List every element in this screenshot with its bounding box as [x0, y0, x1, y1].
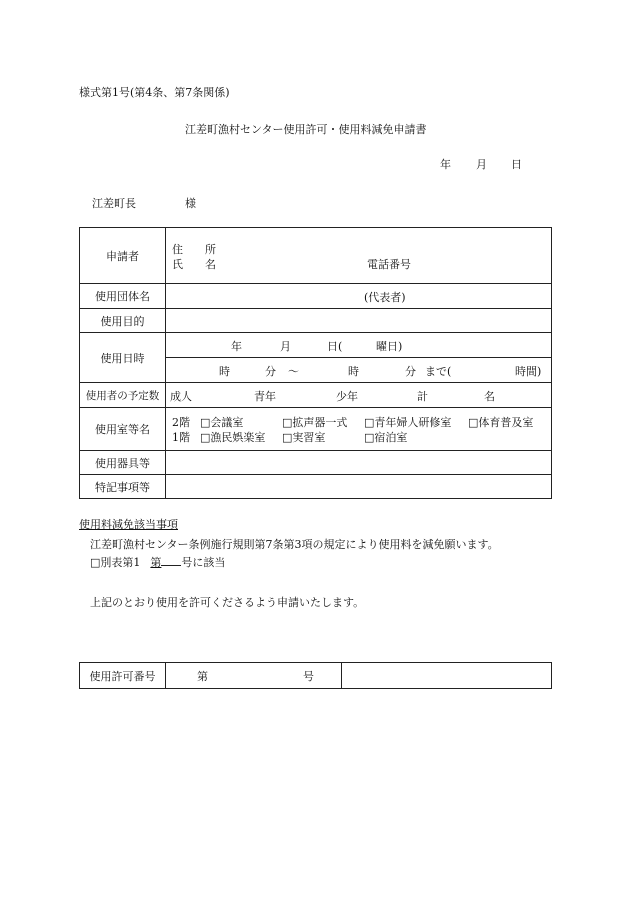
address-label: 住 所 — [172, 243, 216, 256]
representative-label: (代表者) — [364, 291, 406, 304]
rooms-label: 使用室等名 — [80, 408, 166, 451]
datetime-weekday: 曜日) — [376, 340, 403, 353]
group-row — [80, 284, 552, 309]
date-year: 年 — [440, 158, 451, 171]
page-title: 江差町漁村センター使用許可・使用料減免申請書 — [185, 123, 427, 136]
datetime-row-date — [80, 333, 552, 358]
name-label: 氏 名 — [172, 258, 216, 271]
request-statement: 上記のとおり使用を許可くださるよう申請いたします。 — [90, 596, 365, 609]
addressee-name: 江差町長 — [92, 197, 136, 210]
room-lodging-checkbox[interactable]: □宿泊室 — [364, 431, 408, 444]
date-day: 日 — [511, 158, 522, 171]
room-conference-checkbox[interactable]: □会議室 — [200, 416, 244, 429]
exemption-suffix: 号に該当 — [181, 556, 226, 569]
equipment-row — [80, 451, 552, 475]
application-table — [79, 227, 552, 499]
floor-1-label: 1階 — [172, 431, 190, 444]
users-label: 使用者の予定数 — [80, 383, 166, 408]
users-minor: 少年 — [336, 390, 358, 403]
permit-label: 使用許可番号 — [80, 663, 166, 689]
datetime-hours: 時間) — [515, 365, 542, 378]
users-youth: 青年 — [254, 390, 276, 403]
users-unit: 名 — [484, 390, 495, 403]
users-total: 計 — [417, 390, 428, 403]
form-number: 様式第1号(第4条、第7条関係) — [79, 86, 230, 99]
group-label: 使用団体名 — [80, 284, 166, 309]
notes-row — [80, 475, 552, 499]
exemption-line — [90, 554, 225, 570]
datetime-year: 年 — [231, 340, 242, 353]
datetime-day: 日( — [327, 340, 343, 353]
purpose-field[interactable] — [166, 309, 552, 333]
exemption-heading: 使用料減免該当事項 — [79, 518, 178, 531]
room-practice-checkbox[interactable]: □実習室 — [282, 431, 326, 444]
addressee-honorific: 様 — [185, 197, 196, 210]
permit-dai: 第 — [197, 670, 208, 683]
exemption-checkbox-label[interactable]: □別表第1 — [90, 556, 141, 569]
rooms-row — [80, 408, 552, 451]
room-fishermen-recreation-checkbox[interactable]: □漁民娯楽室 — [200, 431, 266, 444]
datetime-minute-start: 分 — [265, 365, 276, 378]
purpose-label: 使用目的 — [80, 309, 166, 333]
users-row — [80, 383, 552, 408]
datetime-hour-start: 時 — [219, 365, 230, 378]
date-month: 月 — [476, 158, 487, 171]
datetime-label: 使用日時 — [80, 333, 166, 383]
equipment-field[interactable] — [166, 451, 552, 475]
purpose-row — [80, 309, 552, 333]
permit-table — [79, 662, 552, 689]
permit-extra-field[interactable] — [342, 663, 552, 689]
exemption-text: 江差町漁村センター条例施行規則第7条第3項の規定により使用料を減免願います。 — [90, 538, 499, 551]
exemption-number-field[interactable] — [161, 555, 181, 566]
room-youth-women-training-checkbox[interactable]: □青年婦人研修室 — [364, 416, 452, 429]
datetime-minute-end: 分 — [405, 365, 416, 378]
floor-2-label: 2階 — [172, 416, 190, 429]
room-physical-education-checkbox[interactable]: □体育普及室 — [468, 416, 534, 429]
notes-field[interactable] — [166, 475, 552, 499]
applicant-label: 申請者 — [80, 228, 166, 284]
datetime-until: まで( — [425, 365, 452, 378]
datetime-hour-end: 時 — [348, 365, 359, 378]
applicant-row — [80, 228, 552, 284]
phone-label: 電話番号 — [367, 258, 411, 271]
room-pa-system-checkbox[interactable]: □拡声器一式 — [282, 416, 348, 429]
users-adult: 成人 — [170, 390, 192, 403]
notes-label: 特記事項等 — [80, 475, 166, 499]
permit-go: 号 — [303, 670, 314, 683]
exemption-dai: 第 — [150, 556, 162, 569]
equipment-label: 使用器具等 — [80, 451, 166, 475]
datetime-month: 月 — [280, 340, 291, 353]
datetime-tilde: 〜 — [288, 365, 299, 378]
